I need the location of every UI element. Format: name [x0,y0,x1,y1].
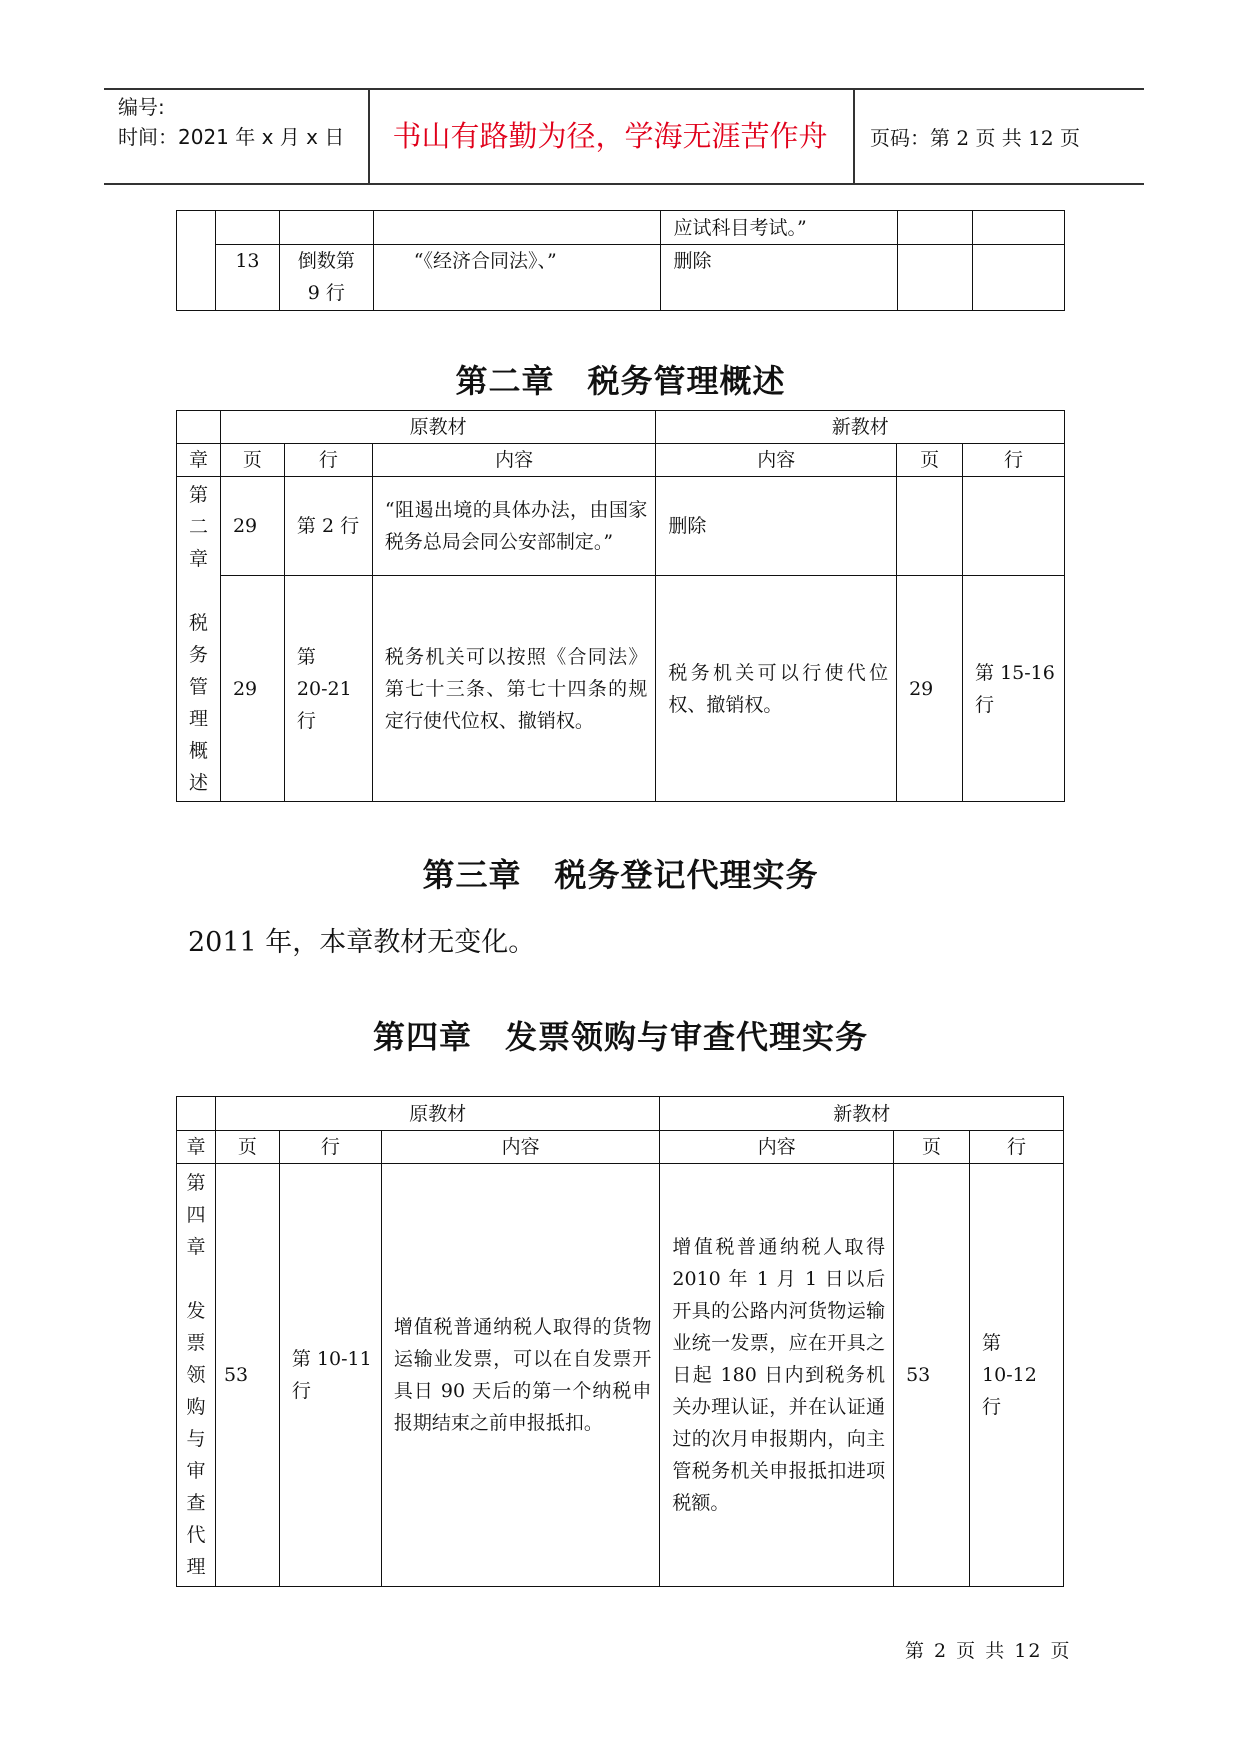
new-material-header: 新教材 [660,1097,1064,1131]
chapter3-heading: 第三章 税务登记代理实务 [422,856,819,894]
cell-new-content: 增值税普通纳税人取得 2010 年 1 月 1 日以后开具的公路内河货物运输业统一发票，应在开具之日起 180 日内到税务机关办理认证，并在认证通过的次月申报期内，向主管税务机关申报抵扣进项税额。 [660,1164,894,1587]
col-line: 行 [284,444,372,477]
table-header-row [177,411,1065,444]
cell-page: 29 [220,477,284,576]
col-page: 页 [215,1131,279,1164]
chapter2-table [176,410,1065,802]
cell-content: “阻遏出境的具体办法，由国家税务总局会同公安部制定。” [372,477,656,576]
col-new-line: 行 [963,444,1065,477]
chapter-cell: 第 四 章 发 票 领 购 与 审 查 代 理 [177,1164,216,1587]
col-new-content: 内容 [660,1131,894,1164]
table-row [177,211,1065,245]
table-row [177,1164,1064,1587]
cell-line: 倒数第 9 行 [279,245,373,311]
document-time-label: 时间：2021 年 x 月 x 日 [118,125,345,149]
col-line: 行 [279,1131,381,1164]
cell-new-page: 29 [897,576,963,802]
header-motto: 书山有路勤为径，学海无涯苦作舟 [392,119,828,153]
cell-num: 13 [215,245,279,311]
col-new-page: 页 [897,444,963,477]
new-material-header: 新教材 [656,411,1065,444]
old-material-header: 原教材 [220,411,655,444]
header-page-label: 页码：第 2 页 共 12 页 [870,126,1080,150]
col-chapter: 章 [177,1131,216,1164]
cell-page: 29 [220,576,284,802]
cell-new-content: 税务机关可以行使代位权、撤销权。 [656,576,897,802]
cell-new-page: 53 [894,1164,970,1587]
cell-content: 增值税普通纳税人取得的货物运输业发票，可以在自发票开具日 90 天后的第一个纳税申报期结束之前申报抵扣。 [381,1164,660,1587]
cell-content: “《经济合同法》、” [373,245,661,311]
continued-table [176,210,1065,311]
old-material-header: 原教材 [215,1097,659,1131]
cell-new-line [963,477,1065,576]
col-content: 内容 [372,444,656,477]
col-new-line: 行 [970,1131,1064,1164]
col-chapter: 章 [177,444,221,477]
header-meta [118,92,344,152]
chapter-cell: 第 二 章 税 务 管 理 概 述 [177,477,221,802]
header-divider-right [853,88,855,184]
header-top-rule [104,88,1144,90]
chapter2-heading: 第二章 税务管理概述 [455,362,786,400]
cell-new-line: 第 10-12 行 [970,1164,1064,1587]
col-content: 内容 [381,1131,660,1164]
document-number-label: 编号: [118,95,165,119]
col-new-page: 页 [894,1131,970,1164]
cell-line: 第 10-11 行 [279,1164,381,1587]
table-header-row [177,1097,1064,1131]
cell-new-content: 应试科目考试。” [661,211,898,245]
chapter3-note: 2011 年，本章教材无变化。 [188,927,536,958]
cell-content: 税务机关可以按照《合同法》第七十三条、第七十四条的规定行使代位权、撤销权。 [372,576,656,802]
cell-new-content: 删除 [661,245,898,311]
cell-new-line: 第 15-16 行 [963,576,1065,802]
table-row [177,576,1065,802]
cell-line: 第 2 行 [284,477,372,576]
chapter4-heading: 第四章 发票领购与审查代理实务 [372,1018,868,1056]
footer-page-number: 第 2 页 共 12 页 [905,1640,1072,1662]
cell-page: 53 [215,1164,279,1587]
table-row [177,245,1065,311]
header-bottom-rule [104,183,1144,185]
col-new-content: 内容 [656,444,897,477]
table-row [177,477,1065,576]
cell-line: 第 20-21 行 [284,576,372,802]
table-header-row [177,444,1065,477]
col-page: 页 [220,444,284,477]
cell-new-content: 删除 [656,477,897,576]
chapter4-table [176,1096,1064,1587]
cell-new-page [897,477,963,576]
table-header-row [177,1131,1064,1164]
